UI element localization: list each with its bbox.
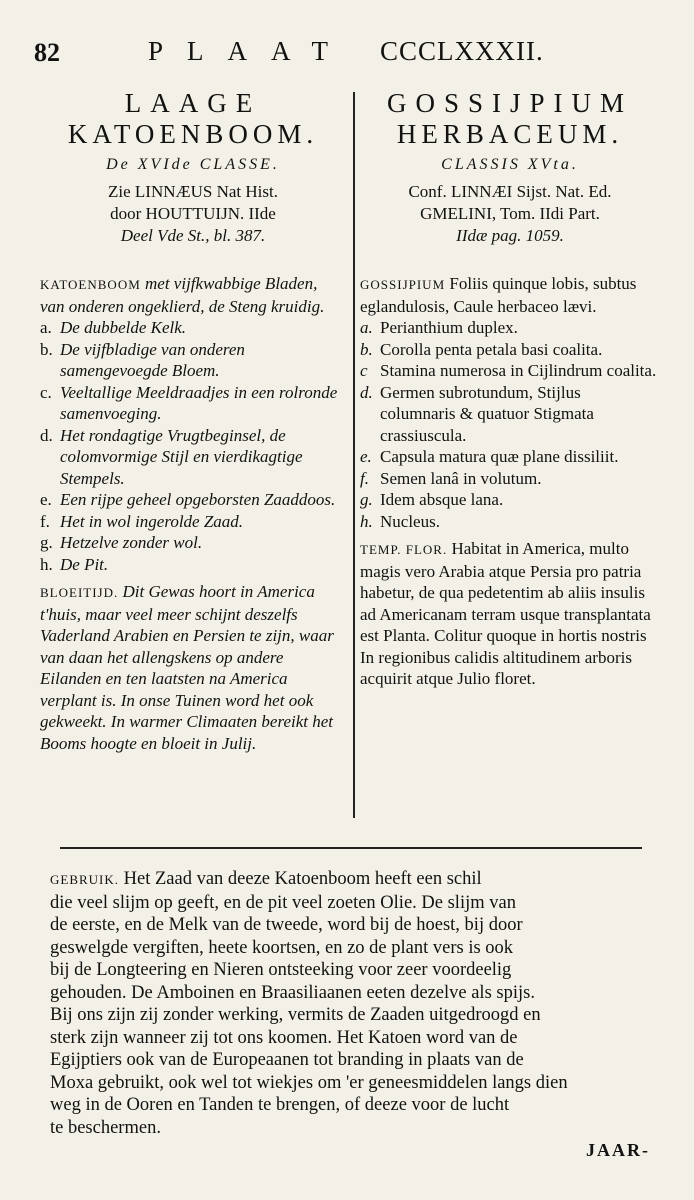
latin-reference bbox=[360, 181, 660, 247]
dutch-intro bbox=[40, 273, 346, 317]
latin-item-h: h. Nucleus. bbox=[360, 511, 440, 531]
gebruik-line-9: Egijptiers ook van de Europeaanen tot branding in plaats van de bbox=[50, 1050, 524, 1070]
dutch-item-g: g. Hetzelve zonder wol. bbox=[40, 533, 203, 552]
dutch-bloeitijd bbox=[40, 581, 346, 754]
gebruik-line-10: Moxa gebruikt, ook wel tot wiekjes om 'er geneesmiddelen langs dien bbox=[50, 1072, 568, 1093]
latin-reference-line2: GMELINI, Tom. IIdi Part. bbox=[420, 204, 600, 223]
gebruik-line-2: die veel slijm op geeft, en de pit veel zoeten Olie. De slijm van bbox=[50, 892, 516, 913]
dutch-intro-name: KATOENBOOM bbox=[40, 277, 141, 292]
latin-item-a: a. Perianthium duplex. bbox=[360, 318, 518, 337]
temp-flor-label: TEMP. FLOR. bbox=[360, 542, 448, 557]
dutch-column bbox=[40, 88, 346, 754]
latin-item-g: g. Idem absque lana. bbox=[360, 490, 504, 509]
gebruik-line-5: bij de Longteering en Nieren ontsteeking voor zeer voordeelig bbox=[50, 960, 512, 980]
latin-reference-line3: IIdæ pag. 1059. bbox=[456, 226, 564, 245]
latin-item-b: b. Corolla penta petala basi coalita. bbox=[360, 339, 603, 359]
latin-temp-flor bbox=[360, 538, 660, 690]
gebruik-paragraph bbox=[50, 868, 662, 1139]
gebruik-line-6: gehouden. De Amboinen en Braasiliaanen eeten dezelve als spijs. bbox=[50, 982, 535, 1003]
dutch-item-b: b. De vijfbladige van onderen samengevoegde Bloem. bbox=[40, 339, 245, 380]
dutch-reference-line1: Zie LINNÆUS Nat Hist. bbox=[108, 182, 278, 201]
latin-intro-name: GOSSIJPIUM bbox=[360, 277, 446, 292]
latin-intro-text: Foliis quinque lobis, subtus eglandulosis, Caule herbaceo lævi. bbox=[360, 274, 637, 316]
latin-column bbox=[360, 88, 660, 690]
dutch-reference-line3: Deel Vde St., bl. 387. bbox=[120, 226, 266, 245]
gebruik-label: GEBRUIK. bbox=[50, 872, 120, 887]
dutch-item-d: d. Het rondagtige Vrugtbeginsel, de colomvormige Stijl en vierdikagtige Stempels. bbox=[40, 425, 303, 488]
latin-intro bbox=[360, 273, 660, 317]
dutch-reference-line2: door HOUTTUIJN. IIde bbox=[110, 204, 276, 223]
bloeitijd-text: Dit Gewas hoort in America t'huis, maar veel meer schijnt deszelfs Vaderland Arabien en Persien te zijn, waar van daan het allengskens op andere Eilanden en ten laatsten na America verplant is. In onse Tuinen word het ook gekweekt. In warmer Climaaten bereikt het Booms hoogte en bloeit in Julij. bbox=[40, 582, 334, 753]
dutch-item-c: c. Veeltallige Meeldraadjes in een rolronde samenvoeging. bbox=[40, 382, 338, 423]
dutch-reference bbox=[40, 181, 346, 247]
latin-item-c: c Stamina numerosa in Cijlindrum coalita. bbox=[360, 361, 657, 380]
dutch-classe: De XVIde CLASSE. bbox=[106, 156, 280, 173]
gebruik-line-12: te beschermen. bbox=[50, 1117, 161, 1138]
page-number: 82 bbox=[34, 38, 60, 67]
dutch-title-line2: KATOENBOOM. bbox=[67, 119, 319, 149]
dutch-item-h: h. De Pit. bbox=[40, 554, 109, 574]
gebruik-line-3: de eerste, en de Melk van de tweede, word bij de hoest, bij door bbox=[50, 915, 523, 935]
plate-title: PLAAT bbox=[148, 36, 353, 66]
latin-item-e: e. Capsula matura quæ plane dissiliit. bbox=[360, 447, 619, 466]
gebruik-line-8: sterk zijn wanneer zij tot ons koomen. Het Katoen word van de bbox=[50, 1027, 518, 1048]
bloeitijd-label: BLOEITIJD. bbox=[40, 585, 119, 600]
gebruik-line-7: Bij ons zijn zij zonder werking, vermits de Zaaden uitgedroogd en bbox=[50, 1005, 541, 1025]
dutch-description bbox=[40, 273, 346, 754]
gebruik-line-4: geswelgde vergiften, heete koortsen, en zo de plant vers is ook bbox=[50, 937, 514, 958]
gebruik-line-1: GEBRUIK. Het Zaad van deeze Katoenboom heeft een schil bbox=[50, 869, 482, 889]
latin-item-f: f. Semen lanâ in volutum. bbox=[360, 468, 542, 488]
section-rule bbox=[60, 847, 642, 849]
column-divider bbox=[353, 92, 355, 818]
dutch-item-e: e. Een rijpe geheel opgeborsten Zaaddoos. bbox=[40, 490, 336, 509]
dutch-title-line1: LAAGE bbox=[124, 88, 262, 118]
gebruik-line-11: weg in de Ooren en Tanden te brengen, of deeze voor de lucht bbox=[50, 1095, 510, 1115]
temp-flor-text: Habitat in America, multo magis vero Arabia atque Persia pro patria habetur, de qua pedetentim ab aliis insulis ad Americanam terram usque transplantata est Planta. Colitur quoque in hortis nostris In regionibus calidis altitudinem arboris acquirit atque Julio floret. bbox=[360, 539, 651, 688]
latin-title-line2: HERBACEUM. bbox=[396, 119, 624, 149]
dutch-item-f: f. Het in wol ingerolde Zaad. bbox=[40, 511, 244, 531]
catchword: JAAR- bbox=[586, 1140, 650, 1160]
dutch-intro-text: met vijfkwabbige Bladen, van onderen ongeklierd, de Steng kruidig. bbox=[40, 274, 325, 316]
latin-reference-line1: Conf. LINNÆI Sijst. Nat. Ed. bbox=[408, 182, 612, 201]
latin-description bbox=[360, 273, 660, 690]
latin-classe: CLASSIS XVta. bbox=[441, 156, 579, 173]
latin-title-line1: GOSSIJPIUM bbox=[386, 88, 634, 118]
dutch-item-a: a. De dubbelde Kelk. bbox=[40, 318, 187, 337]
latin-item-d: d. Germen subrotundum, Stijlus columnaris & quatuor Stigmata crassiuscula. bbox=[360, 382, 594, 445]
plate-number: CCCLXXXII. bbox=[380, 36, 544, 66]
